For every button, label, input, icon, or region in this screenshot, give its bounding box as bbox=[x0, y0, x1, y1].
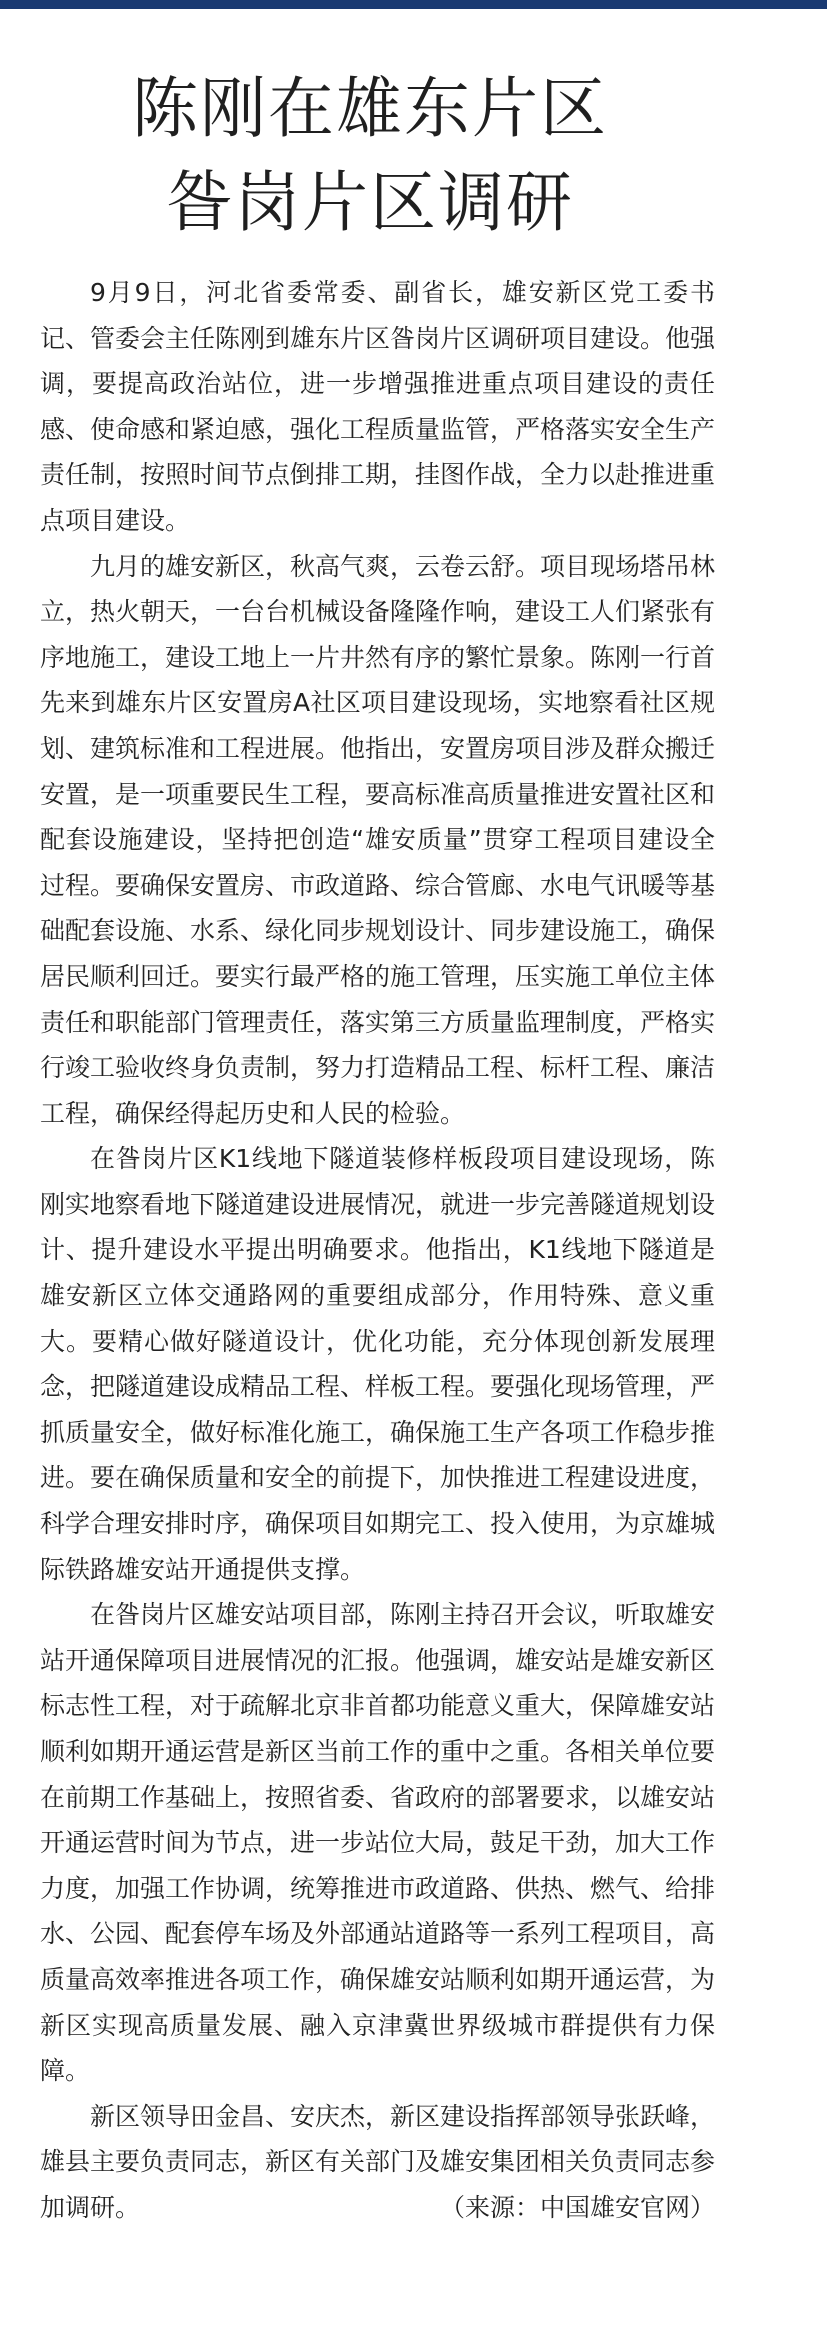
article-paragraph-3: 在昝岗片区K1线地下隧道装修样板段项目建设现场，陈刚实地察看地下隧道建设进展情况，就进一步完善隧道规划设计、提升建设水平提出明确要求。他指出，K1线地下隧道是雄安新区立体交通路网的重要组成部分，作用特殊、意义重大。要精心做好隧道设计，优化功能，充分体现创新发展理念，把隧道建设成精品工程、样板工程。要强化现场管理，严抓质量安全，做好标准化施工，确保施工生产各项工作稳步推进。要在确保质量和安全的前提下，加快推进工程建设进度，科学合理安排时序，确保项目如期完工、投入使用，为京雄城际铁路雄安站开通提供支撑。 bbox=[40, 1144, 716, 1584]
source-credit: （来源：中国雄安官网） bbox=[439, 2192, 715, 2222]
title-line-1: 陈刚在雄东片区 bbox=[132, 70, 608, 147]
article-paragraph-5 bbox=[40, 2094, 715, 2231]
top-banner-bar bbox=[0, 0, 827, 9]
article-paragraph-1: 9月9日，河北省委常委、副省长，雄安新区党工委书记、管委会主任陈刚到雄东片区昝岗片区调研项目建设。他强调，要提高政治站位，进一步增强推进重点项目建设的责任感、使命感和紧迫感，强化工程质量监管，严格落实安全生产责任制，按照时间节点倒排工期，挂图作战，全力以赴推进重点项目建设。 bbox=[40, 278, 716, 535]
page-title bbox=[0, 62, 740, 250]
article-paragraph-2: 九月的雄安新区，秋高气爽，云卷云舒。项目现场塔吊林立，热火朝天，一台台机械设备隆隆作响，建设工人们紧张有序地施工，建设工地上一片井然有序的繁忙景象。陈刚一行首先来到雄东片区安置房A社区项目建设现场，实地察看社区规划、建筑标准和工程进展。他指出，安置房项目涉及群众搬迁安置，是一项重要民生工程，要高标准高质量推进安置社区和配套设施建设，坚持把创造“雄安质量”贯穿工程项目建设全过程。要确保安置房、市政道路、综合管廊、水电气讯暖等基础配套设施、水系、绿化同步规划设计、同步建设施工，确保居民顺利回迁。要实行最严格的施工管理，压实施工单位主体责任和职能部门管理责任，落实第三方质量监理制度，严格实行竣工验收终身负责制，努力打造精品工程、标杆工程、廉洁工程，确保经得起历史和人民的检验。 bbox=[40, 551, 716, 1128]
title-line-2: 昝岗片区调研 bbox=[166, 164, 574, 241]
article-body bbox=[40, 270, 715, 2231]
article-paragraph-4: 在昝岗片区雄安站项目部，陈刚主持召开会议，听取雄安站开通保障项目进展情况的汇报。他强调，雄安站是雄安新区标志性工程，对于疏解北京非首都功能意义重大，保障雄安站顺利如期开通运营是新区当前工作的重中之重。各相关单位要在前期工作基础上，按照省委、省政府的部署要求，以雄安站开通运营时间为节点，进一步站位大局，鼓足干劲，加大工作力度，加强工作协调，统筹推进市政道路、供热、燃气、给排水、公园、配套停车场及外部通站道路等一系列工程项目，高质量高效率推进各项工作，确保雄安站顺利如期开通运营，为新区实现高质量发展、融入京津冀世界级城市群提供有力保障。 bbox=[40, 1600, 716, 2086]
closing-text: 新区领导田金昌、安庆杰，新区建设指挥部领导张跃峰，雄县主要负责同志，新区有关部门及雄安集团相关负责同志参加调研。 bbox=[40, 2101, 716, 2222]
